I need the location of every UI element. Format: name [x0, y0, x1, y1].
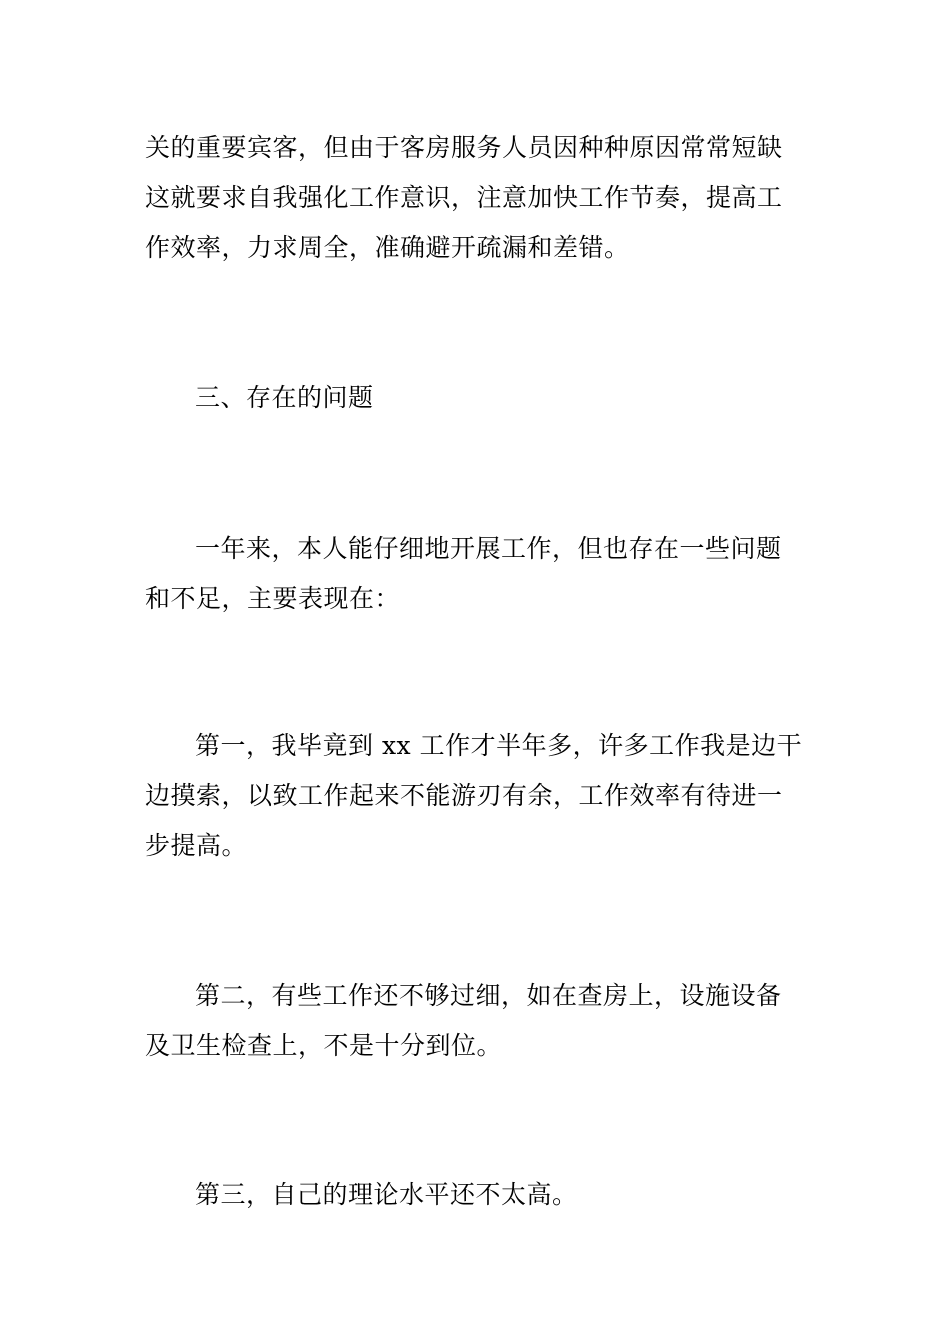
text-line: 第三，自己的理论水平还不太高。: [195, 1180, 578, 1209]
text-line: 一年来，本人能仔细地开展工作，但也存在一些问题: [195, 534, 782, 563]
text-line: 边摸索，以致工作起来不能游刃有余，工作效率有待进一: [145, 781, 783, 810]
section-heading: [145, 373, 807, 423]
text-line: 关的重要宾客，但由于客房服务人员因种种原因常常短缺: [145, 133, 783, 162]
text-line: 第一，我毕竟到 xx 工作才半年多，许多工作我是边干: [195, 731, 803, 760]
text-line: 步提高。: [145, 831, 248, 860]
paragraph-first-point: [145, 721, 807, 871]
paragraph-second-point: [145, 971, 807, 1071]
paragraph-intro: [145, 524, 807, 624]
text-line: 第二，有些工作还不够过细，如在查房上，设施设备: [195, 981, 782, 1010]
text-line: 和不足，主要表现在：: [145, 584, 401, 613]
text-line: 这就要求自我强化工作意识，注意加快工作节奏，提高工: [145, 183, 783, 212]
text-line: 作效率，力求周全，准确避开疏漏和差错。: [145, 233, 630, 262]
heading-text: 三、存在的问题: [195, 383, 374, 412]
paragraph-third-point: [145, 1170, 807, 1220]
text-line: 及卫生检查上，不是十分到位。: [145, 1031, 503, 1060]
paragraph-continuation: [145, 123, 807, 273]
